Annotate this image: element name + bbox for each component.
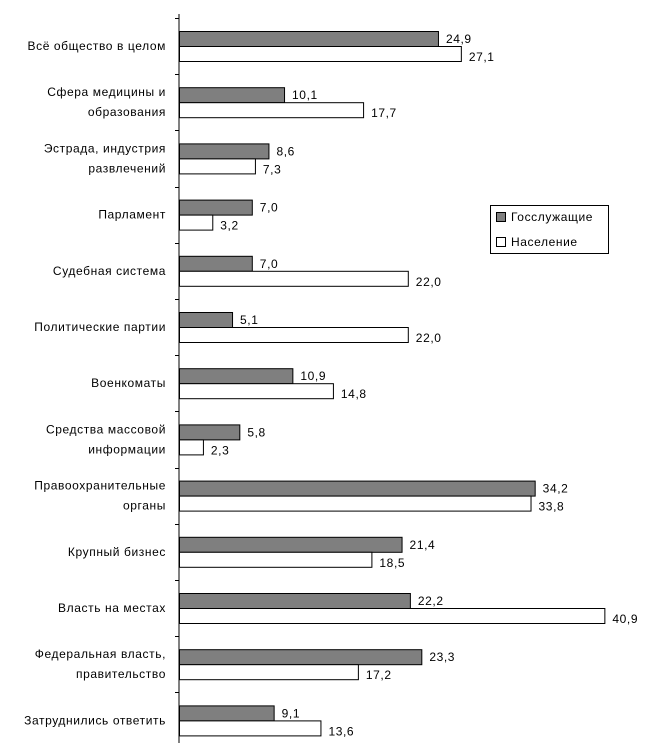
legend-label: Население xyxy=(511,235,578,249)
data-label: 10,9 xyxy=(300,369,327,384)
bar-naselenie xyxy=(180,271,409,286)
data-label: 17,7 xyxy=(371,106,397,121)
category-label: развлечений xyxy=(88,161,166,176)
bar-naselenie xyxy=(180,552,372,567)
category-label: информации xyxy=(88,442,166,457)
bar-gossluzhashchie xyxy=(180,537,403,552)
category-label: Средства массовой xyxy=(45,422,166,437)
bar-naselenie xyxy=(180,721,321,736)
bar-gossluzhashchie xyxy=(180,200,253,215)
category-label: Сфера медицины и xyxy=(47,85,166,100)
bar-gossluzhashchie xyxy=(180,313,233,328)
bar-naselenie xyxy=(180,496,532,511)
bar-gossluzhashchie xyxy=(180,481,536,496)
data-label: 17,2 xyxy=(365,668,392,683)
category-label: Затруднились ответить xyxy=(24,713,166,728)
bar-gossluzhashchie xyxy=(180,594,411,609)
bar-gossluzhashchie xyxy=(180,32,439,47)
category-label: Крупный бизнес xyxy=(67,544,166,559)
data-label: 9,1 xyxy=(281,706,301,721)
legend-label: Госслужащие xyxy=(511,210,594,224)
data-label: 13,6 xyxy=(328,724,355,739)
category-label: органы xyxy=(123,498,166,513)
bar-naselenie xyxy=(180,159,256,174)
data-label: 5,8 xyxy=(247,425,266,440)
bar-gossluzhashchie xyxy=(180,369,293,384)
bar-naselenie xyxy=(180,328,409,343)
legend-swatch xyxy=(497,213,506,222)
category-label: правительство xyxy=(75,667,166,682)
category-label: Парламент xyxy=(98,207,166,222)
bar-naselenie xyxy=(180,384,334,399)
data-label: 7,0 xyxy=(259,200,279,215)
data-label: 40,9 xyxy=(612,612,639,626)
data-label: 7,3 xyxy=(262,162,282,177)
data-label: 24,9 xyxy=(445,32,472,46)
bar-gossluzhashchie xyxy=(180,650,422,665)
bars-layer xyxy=(180,32,605,739)
bar-gossluzhashchie xyxy=(180,425,240,440)
data-label: 10,1 xyxy=(292,88,318,103)
data-label: 22,2 xyxy=(417,594,444,608)
legend xyxy=(491,206,609,254)
bar-gossluzhashchie xyxy=(180,706,275,721)
data-label: 14,8 xyxy=(340,387,367,402)
data-label: 34,2 xyxy=(542,481,569,496)
category-label: Судебная система xyxy=(52,263,166,278)
data-label: 7,0 xyxy=(259,256,279,271)
category-label: Правоохранительные xyxy=(34,478,166,493)
category-label: Эстрада, индустрия xyxy=(43,141,166,156)
data-label: 18,5 xyxy=(379,555,406,570)
bar-naselenie xyxy=(180,609,605,624)
category-label: Власть на местах xyxy=(58,601,166,615)
data-label: 3,2 xyxy=(220,218,239,233)
bar-naselenie xyxy=(180,440,204,455)
bar-naselenie xyxy=(180,665,359,680)
data-label: 23,3 xyxy=(429,650,456,665)
bar-naselenie xyxy=(180,47,462,62)
data-label: 27,1 xyxy=(468,50,495,64)
bar-naselenie xyxy=(180,103,364,118)
data-label: 21,4 xyxy=(409,537,436,552)
legend-swatch xyxy=(497,238,506,247)
bar-gossluzhashchie xyxy=(180,88,285,103)
bar-gossluzhashchie xyxy=(180,256,253,271)
data-label: 33,8 xyxy=(538,499,565,514)
data-label: 2,3 xyxy=(210,443,230,458)
data-label: 22,0 xyxy=(415,274,442,289)
data-label: 5,1 xyxy=(240,313,259,327)
category-label: Военкоматы xyxy=(91,376,166,391)
bar-naselenie xyxy=(180,215,213,230)
category-label: Политические партии xyxy=(34,320,166,334)
data-label: 22,0 xyxy=(415,331,442,345)
category-label: Федеральная власть, xyxy=(34,647,166,662)
category-label: образования xyxy=(87,105,166,120)
bar-gossluzhashchie xyxy=(180,144,269,159)
axis-layer xyxy=(175,14,179,743)
category-label: Всё общество в целом xyxy=(27,39,166,53)
data-label: 8,6 xyxy=(276,144,295,159)
